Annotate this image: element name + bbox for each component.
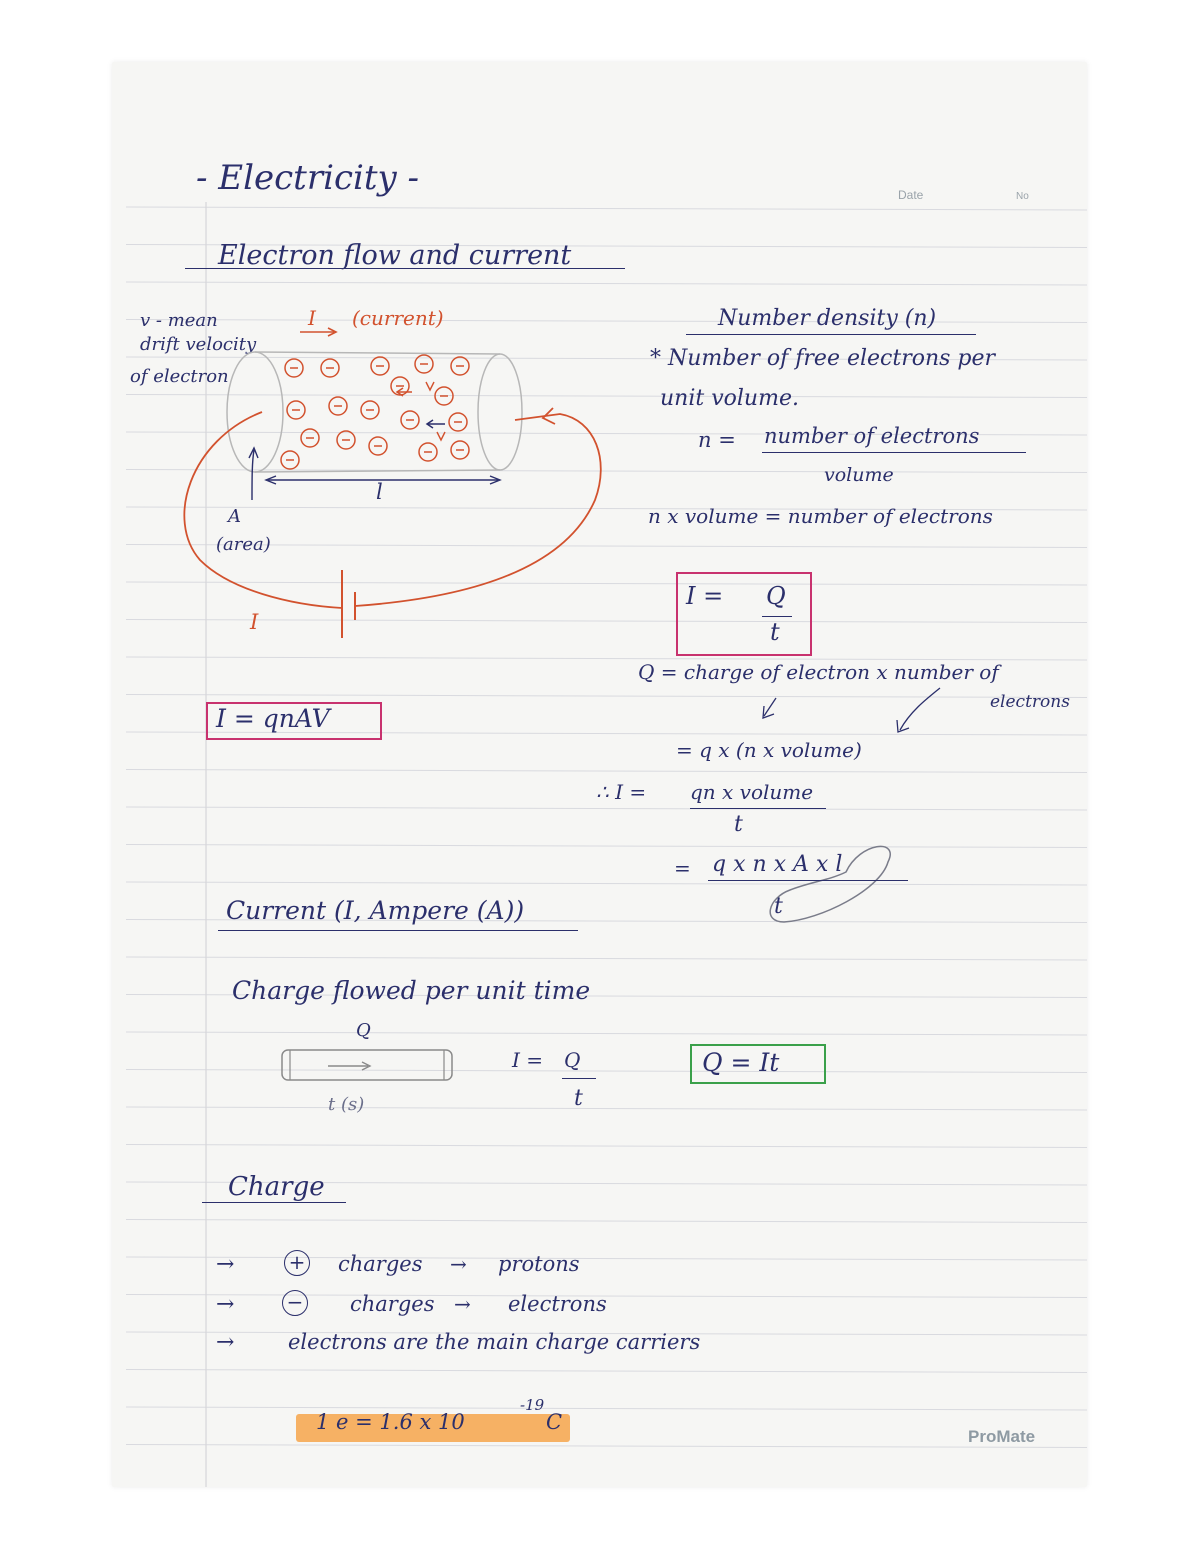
current-definition: Charge flowed per unit time <box>232 976 591 1005</box>
circuit-current-label: I <box>250 610 259 634</box>
section-heading-electron-flow: Electron flow and current <box>218 240 572 271</box>
current-eq-bar <box>562 1078 596 1079</box>
page-title: - Electricity - <box>196 158 420 198</box>
number-density-definition-1: * Number of free electrons per <box>650 346 996 371</box>
plus-sign-icon: + <box>284 1250 310 1276</box>
derivation-step1: = q x (n x volume) <box>676 738 862 762</box>
charge-item-particle: protons <box>498 1252 580 1276</box>
derivation-step2-lhs: ∴ I = <box>596 780 647 804</box>
no-label: No <box>1016 191 1029 202</box>
current-eq-numerator: Q <box>564 1048 581 1072</box>
number-density-heading: Number density (n) <box>718 306 937 331</box>
bullet-arrow: → <box>216 1330 235 1355</box>
q-definition-line1: Q = charge of electron x number of <box>638 660 999 684</box>
derivation-step2-numerator: qn x volume <box>690 780 814 804</box>
derivation-step3-numerator: q x n x A x l <box>712 852 843 877</box>
box-denominator: t <box>770 618 780 646</box>
maps-to-arrow: → <box>450 1252 467 1276</box>
maps-to-arrow: → <box>454 1292 471 1316</box>
derivation-step3-denominator: t <box>774 894 783 919</box>
area-label: A <box>228 506 241 527</box>
charge-item-text: charges <box>350 1292 435 1316</box>
q-definition-line2: electrons <box>990 692 1070 712</box>
ruled-line <box>126 1220 1087 1223</box>
electron-charge-unit: C <box>546 1410 563 1434</box>
n-numerator: number of electrons <box>764 424 980 448</box>
charge-item-text: electrons are the main charge carriers <box>288 1330 701 1354</box>
formula-text: I = qnAV <box>216 704 330 733</box>
section-heading-charge: Charge <box>228 1172 325 1202</box>
date-label: Date <box>898 188 924 202</box>
current-arrow-label: I <box>308 306 316 330</box>
ruled-line <box>126 1407 1087 1410</box>
box-lhs: I = <box>686 582 724 610</box>
length-label: l <box>376 480 383 504</box>
formula-box-q-it <box>690 1044 826 1084</box>
current-eq-denominator: t <box>574 1086 583 1111</box>
time-label: t (s) <box>328 1094 365 1115</box>
current-text-label: (current) <box>352 306 444 330</box>
bullet-arrow: → <box>216 1292 235 1317</box>
ruled-line <box>126 1370 1087 1373</box>
n-volume-relation: n x volume = number of electrons <box>648 504 993 528</box>
ruled-line <box>126 1145 1087 1148</box>
charge-q-label: Q <box>356 1020 371 1041</box>
number-density-definition-2: unit volume. <box>660 386 799 411</box>
n-equals: n = <box>698 428 736 452</box>
charge-heading-underline <box>202 1202 346 1203</box>
ruled-line <box>126 1445 1087 1448</box>
section-heading-current: Current (I, Ampere (A)) <box>226 896 525 925</box>
electron-charge-exponent: -19 <box>520 1396 545 1414</box>
bullet-arrow: → <box>216 1252 235 1277</box>
derivation-step2-denominator: t <box>734 812 743 837</box>
area-label-text: (area) <box>216 534 271 555</box>
ruled-line <box>126 1257 1087 1260</box>
drift-label-line3: of electron <box>130 366 229 387</box>
charge-item-text: charges <box>338 1252 423 1276</box>
drift-label-line1: v - mean <box>140 310 218 331</box>
drift-label-line2: drift velocity <box>140 334 257 355</box>
derivation-step3-lhs: = <box>674 856 691 880</box>
brand-logo: ProMate <box>968 1427 1036 1446</box>
n-denominator: volume <box>824 464 894 486</box>
box-numerator: Q <box>766 582 786 610</box>
charge-item-particle: electrons <box>508 1292 607 1316</box>
current-eq-lhs: I = <box>512 1048 544 1072</box>
q-it-text: Q = It <box>702 1048 780 1077</box>
minus-sign-icon: − <box>282 1290 308 1316</box>
electron-charge-value: 1 e = 1.6 x 10 <box>316 1410 465 1434</box>
